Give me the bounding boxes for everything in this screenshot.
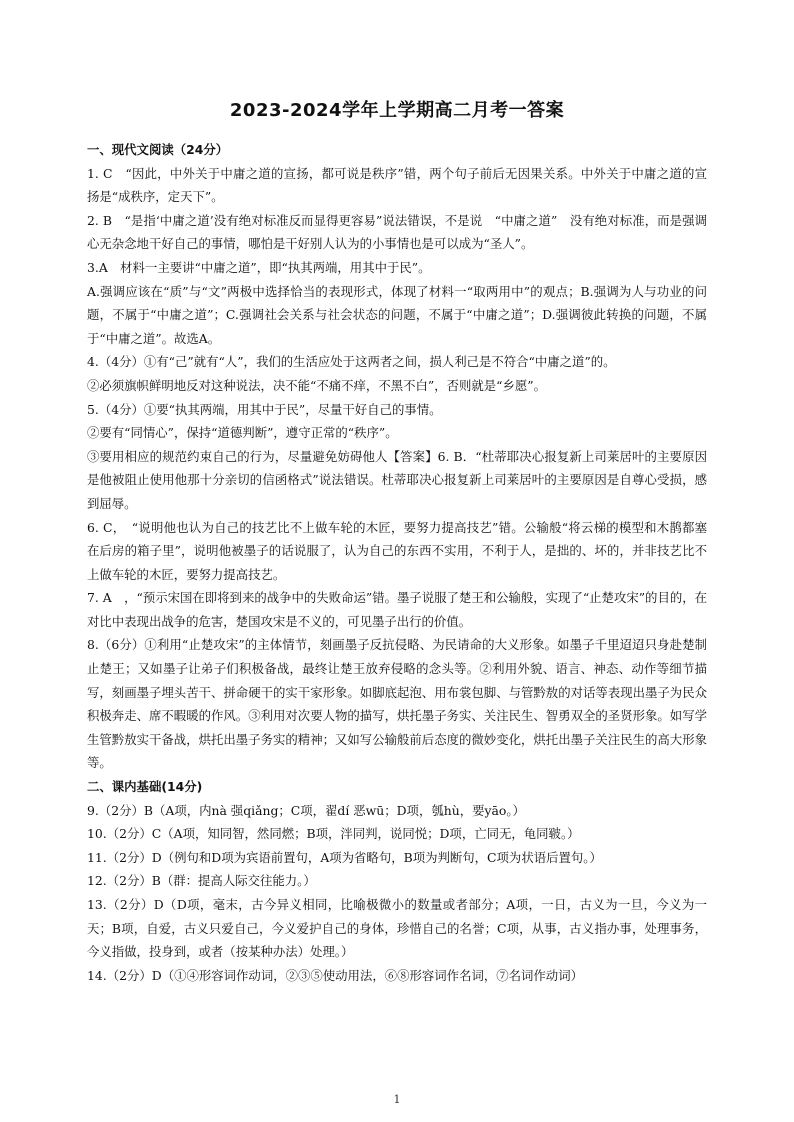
answer-14: 14.（2分）D（①④形容词作动词，②③⑤使动用法，⑥⑧形容词作名词，⑦名词作动词） (87, 967, 583, 983)
answer-5-point-1: 5.（4分）①要“执其两端，用其中于民”，尽量干好自己的事情。 (87, 401, 442, 417)
answer-5-point-2: ②要有“同情心”，保持“道德判断”，遵守正常的“秩序”。 (87, 425, 398, 441)
answer-8: 8.（6分）①利用“止楚攻宋”的主体情节，刻画墨子反抗侵略、为民请命的大义形象。如墨子千里迢迢只身赴楚制止楚王；又如墨子让弟子们积极备战，最终让楚王放弃侵略的念头等。②利用外貌、语言、神态、动作等细节描写，刻画墨子埋头苦干、拼命硬干的实干家形象。如脚底起泡、用布裳包脚、与管黔敖的对话等表现出墨子为民众积极奔走、席不暇暖的作风。③利用对次要人物的描写，烘托墨子务实、关注民生、智勇双全的圣贤形象。如写学生管黔敖实干备战，烘托出墨子务实的精神；又如写公输般前后态度的微妙变化，烘托出墨子关注民生的高大形象等。 (87, 637, 707, 771)
answer-10: 10.（2分）C（A项，知同智，然同燃；B项，泮同判，说同悦；D项，亡同无，龟同皲。） (87, 826, 580, 842)
answer-7: 7. A ，“预示宋国在即将到来的战争中的失败命运”错。墨子说服了楚王和公输般，实现了“止楚攻宋”的目的，在对比中表现出战争的危害，楚国攻宋是不义的，可见墨子出行的价值。 (87, 590, 708, 629)
page-title: 2023-2024学年上学期高二月考一答案 (229, 100, 565, 121)
page-number: 1 (393, 1093, 401, 1106)
answer-4-point-2: ②必须旗帜鲜明地反对这种说法，决不能“不痛不痒，不黑不白”，否则就是“乡愿”。 (87, 377, 547, 393)
answer-content (87, 138, 707, 987)
answer-13: 13.（2分）D（D项，毫末，古今异义相同，比喻极微小的数量或者部分；A项，一日，古义为一旦，今义为一天；B项，自爱，古义只爱自己，今义爱护自己的身体，珍惜自己的名誉；C项，从事，古义指办事，处理事务，今义指做，投身到，或者（按某种办法）处理。） (87, 897, 707, 960)
section-heading-basics: 二、课内基础(14分) (87, 779, 203, 795)
answer-3-explanation: A.强调应该在“质”与“文”两极中选择恰当的表现形式，体现了材料一“取两用中”的观点；B.强调为人与功业的问题，不属于“中庸之道”；C.强调社会关系与社会状态的问题，不属于“中庸之道”；D.强调彼此转换的问题，不属于“中庸之道”。故选A。 (87, 283, 707, 346)
answer-2: 2. B “是指‘中庸之道’没有绝对标准反而显得更容易”说法错误，不是说 “中庸之道” 没有绝对标准，而是强调心无杂念地干好自己的事情，哪怕是干好别人认为的小事情也是可以成为“圣人”。 (87, 212, 707, 252)
answer-5-point-3: ③要用相应的规范约束自己的行为，尽量避免妨碍他人【答案】6. B．“杜蒂耶决心报复新上司莱居叶的主要原因是他被阻止使用他那十分亲切的信函格式”说法错误。杜蒂耶决心报复新上司莱居叶的主要原因是自尊心受损，感到屈辱。 (87, 448, 707, 511)
answer-12: 12.（2分）B（群：提高人际交往能力。） (87, 873, 316, 889)
answer-1: 1. C “因此，中外关于中庸之道的宣扬，都可说是秩序”错，两个句子前后无因果关系。中外关于中庸之道的宣扬是“成秩序，定天下”。 (87, 165, 707, 205)
answer-4-point-1: 4.（4分）①有“己”就有“人”，我们的生活应处于这两者之间，损人利己是不符合“中庸之道”的。 (87, 354, 616, 370)
section-heading-reading: 一、现代文阅读（24分） (87, 142, 229, 157)
answer-11: 11.（2分）D（例句和D项为宾语前置句，A项为省略句，B项为判断句，C项为状语后置句。） (87, 849, 602, 865)
answer-9: 9.（2分）B（A项，内nà 强qiǎng；C项，翟dí 恶wū；D项，瓠hù，要yāo。） (87, 802, 525, 818)
answer-6: 6. C， “说明他也认为自己的技艺比不上做车轮的木匠，要努力提高技艺”错。公输般“将云梯的模型和木鹊都塞在后房的箱子里”，说明他被墨子的话说服了，认为自己的东西不实用，不利于人，是拙的、坏的，并非技艺比不上做车轮的木匠，要努力提高技艺。 (87, 519, 707, 582)
answer-3: 3.A 材料一主要讲“中庸之道”，即“执其两端，用其中于民”。 (87, 259, 431, 275)
